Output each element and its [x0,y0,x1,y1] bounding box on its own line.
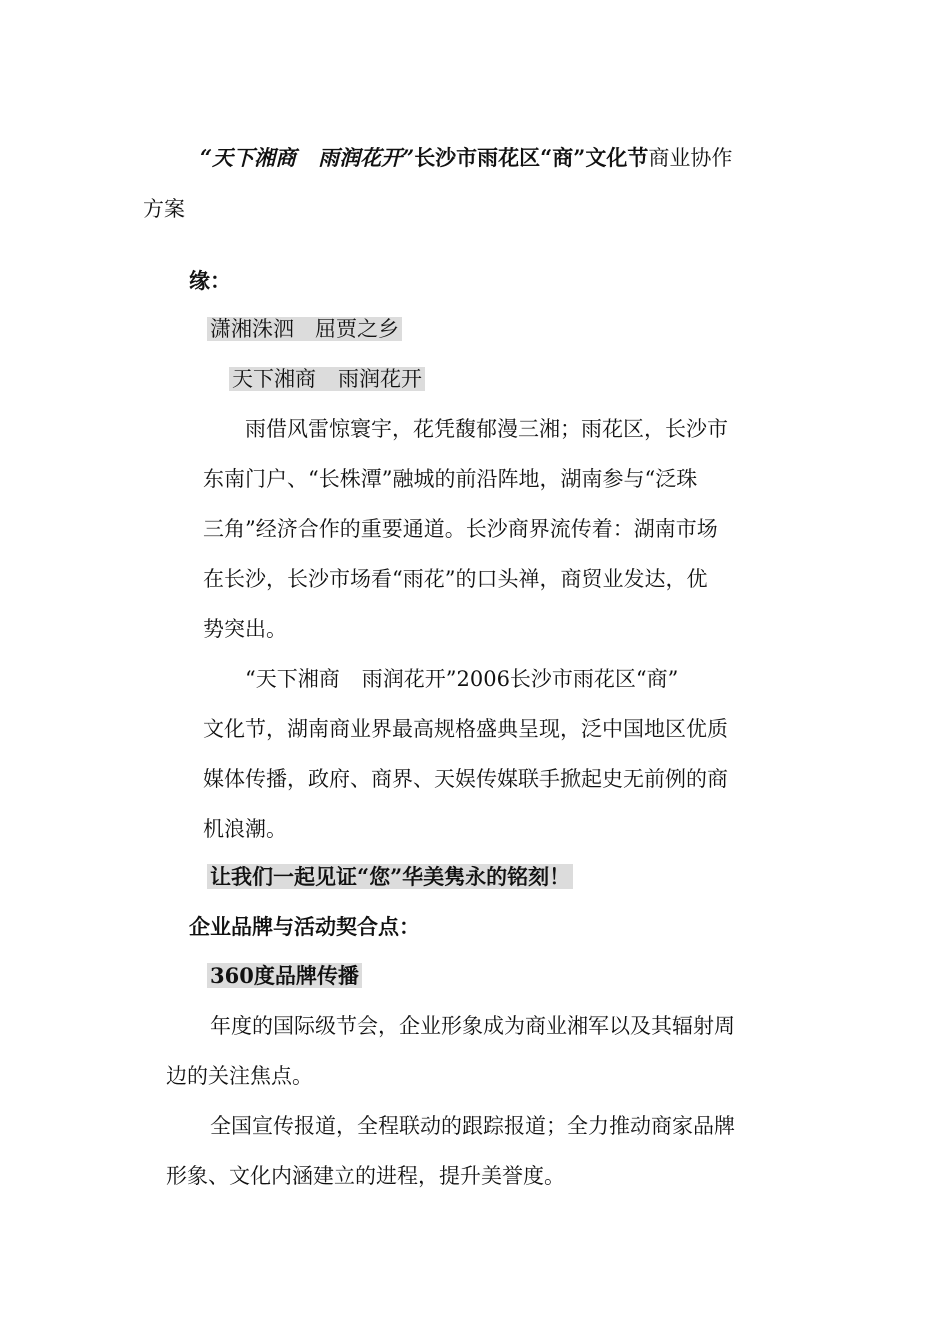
sub-heading-line [207,961,362,991]
title-bold: 长沙市雨花区“商”文化节 [414,145,649,170]
section-heading-fit: 企业品牌与活动契合点： [189,914,420,939]
para2-line-1 [245,664,678,694]
slogan-2-a: 天下湘商 [232,367,316,391]
slogan-line-2 [229,364,425,394]
fit-para2-line-1: 全国宣传报道，全程联动的跟踪报道；全力推动商家品牌 [210,1114,735,1138]
para2-line-2: 文化节，湖南商业界最高规格盛典呈现，泛中国地区优质 [203,717,728,741]
fit-para1-line-1: 年度的国际级节会，企业形象成为商业湘军以及其辐射周 [210,1014,735,1038]
callout-text: 让我们一起见证“您”华美隽永的铭刻！ [207,864,573,889]
para2-line-3: 媒体传播，政府、商界、天娱传媒联手掀起史无前例的商 [203,767,728,791]
sub-heading-text: 360度品牌传播 [207,963,362,988]
para1-line-3: 三角”经济合作的重要通道。长沙商界流传着：湖南市场 [203,517,718,541]
para1-line-1: 雨借风雷惊寰宇，花凭馥郁漫三湘；雨花区，长沙市 [245,417,728,441]
slogan-2-b: 雨润花开 [338,367,422,391]
document-title-line2: 方案 [143,197,185,221]
fit-para1-line-2: 边的关注焦点。 [166,1064,313,1088]
slogan-line-1 [207,314,402,344]
para1-line-2: 东南门户、“长株潭”融城的前沿阵地，湖南参与“泛珠 [203,467,698,491]
para1-line-4: 在长沙，长沙市场看“雨花”的口头禅，商贸业发达，优 [203,567,708,591]
title-normal: 商业协作 [648,146,733,170]
para2-first-b: 雨润花开”2006长沙市雨花区“商” [361,667,679,691]
fit-para2-line-2: 形象、文化内涵建立的进程，提升美誉度。 [166,1164,565,1188]
document-title [200,143,732,173]
para2-first-a: “天下湘商 [245,667,340,691]
para1-line-5: 势突出。 [203,617,287,641]
para2-line-4: 机浪潮。 [203,817,287,841]
title-italic-2: 雨润花开” [318,145,415,170]
slogan-1-text: 潇湘洙泗 屈贾之乡 [207,317,402,341]
section-heading-yuan: 缘： [189,268,231,293]
callout-line [207,862,573,892]
slogan-2-text [229,367,425,391]
title-italic-1: “天下湘商 [200,145,297,170]
